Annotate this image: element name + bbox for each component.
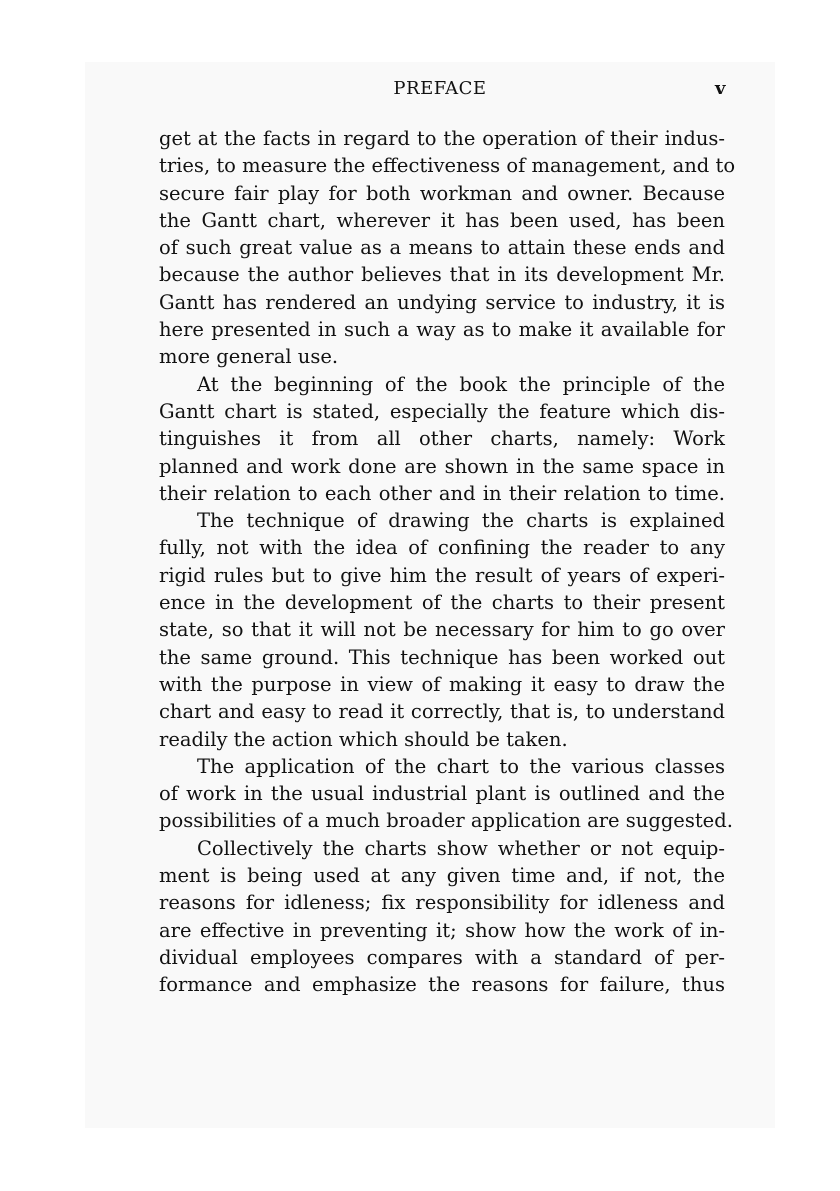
text-line: fully, not with the idea of confining the reader to any xyxy=(159,536,725,560)
text-line: Gantt has rendered an undying service to industry, it is xyxy=(159,290,725,314)
text-line: ment is being used at any given time and, if not, the xyxy=(159,864,725,888)
text-line: the same ground. This technique has been worked out xyxy=(159,645,725,669)
text-line: because the author believes that in its development Mr. xyxy=(159,263,725,287)
text-line: rigid rules but to give him the result of years of experi- xyxy=(159,563,725,587)
text-line: state, so that it will not be necessary for him to go over xyxy=(159,618,725,642)
body-text xyxy=(159,125,736,999)
text-line: readily the action which should be taken. xyxy=(159,727,568,751)
text-line: formance and emphasize the reasons for failure, thus xyxy=(159,973,725,997)
text-line: more general use. xyxy=(159,345,339,369)
paragraph-5 xyxy=(159,835,725,999)
text-line: planned and work done are shown in the same space in xyxy=(159,454,725,478)
text-line: the Gantt chart, wherever it has been used, has been xyxy=(159,208,725,232)
text-line: reasons for idleness; fix responsibility for idleness and xyxy=(159,891,725,915)
paragraph-3 xyxy=(159,507,725,753)
text-line: At the beginning of the book the principle of the xyxy=(197,372,725,396)
text-line: ence in the development of the charts to their present xyxy=(159,591,725,615)
text-line: here presented in such a way as to make it available for xyxy=(159,318,725,342)
text-line: of such great value as a means to attain these ends and xyxy=(159,236,725,260)
paragraph-1 xyxy=(159,125,736,371)
running-head xyxy=(0,78,840,104)
paragraph-4 xyxy=(159,753,733,835)
text-line: The technique of drawing the charts is explained xyxy=(197,509,725,533)
text-line: tinguishes it from all other charts, namely: Work xyxy=(159,427,725,451)
paragraph-2 xyxy=(159,371,725,507)
text-line: of work in the usual industrial plant is outlined and the xyxy=(159,782,725,806)
text-line: secure fair play for both workman and owner. Because xyxy=(159,181,725,205)
text-line: with the purpose in view of making it easy to draw the xyxy=(159,672,725,696)
text-line: tries, to measure the effectiveness of management, and to xyxy=(159,154,736,178)
text-line: Collectively the charts show whether or not equip- xyxy=(197,836,725,860)
text-line: Gantt chart is stated, especially the feature which dis- xyxy=(159,399,725,423)
text-line: chart and easy to read it correctly, that is, to understand xyxy=(159,700,725,724)
text-line: possibilities of a much broader application are suggested. xyxy=(159,809,733,833)
text-line: are effective in preventing it; show how the work of in- xyxy=(159,918,725,942)
text-line: get at the facts in regard to the operation of their indus- xyxy=(159,127,725,150)
page-number: v xyxy=(715,78,726,99)
text-line: dividual employees compares with a standard of per- xyxy=(159,945,725,969)
text-line: their relation to each other and in their relation to time. xyxy=(159,481,725,505)
text-line: The application of the chart to the various classes xyxy=(197,754,725,778)
running-title: PREFACE xyxy=(393,78,487,99)
